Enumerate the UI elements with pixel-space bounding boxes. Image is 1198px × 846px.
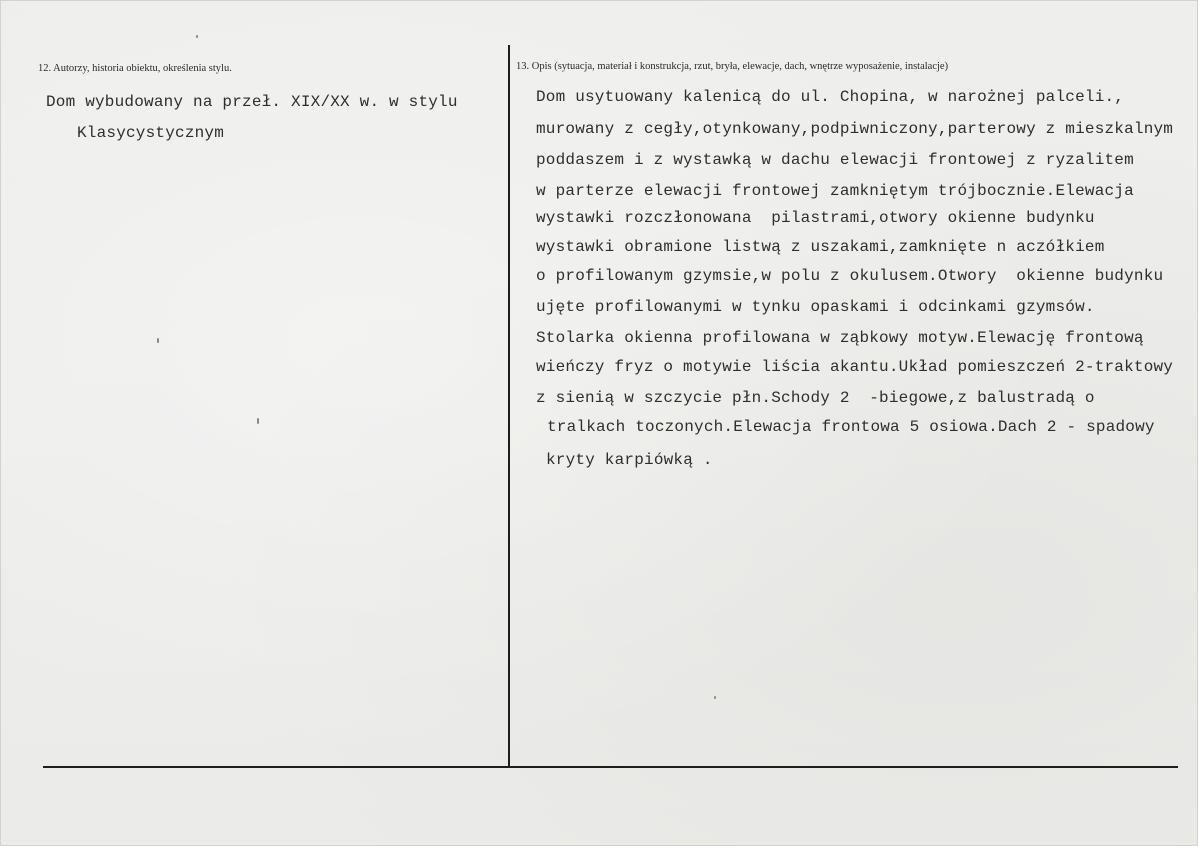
field-13-line: murowany z cegły,otynkowany,podpiwniczony,parterowy z mieszkalnym: [536, 120, 1174, 138]
field-12-header: 12. Autorzy, historia obiektu, określenia stylu.: [38, 63, 232, 74]
field-13-line: Stolarka okienna profilowana w ząbkowy motyw.Elewację frontową: [536, 329, 1144, 347]
field-13-line: o profilowanym gzymsie,w polu z okulusem.Otwory okienne budynku: [536, 267, 1164, 285]
field-13-line: wystawki obramione listwą z uszakami,zamknięte n aczółkiem: [536, 238, 1105, 256]
bottom-rule: [43, 766, 1178, 768]
paper-speck: [714, 696, 716, 699]
column-divider: [508, 45, 510, 767]
field-13-line: ujęte profilowanymi w tynku opaskami i odcinkami gzymsów.: [536, 298, 1095, 316]
field-13-line: Dom usytuowany kalenicą do ul. Chopina, w narożnej palceli.,: [536, 88, 1125, 106]
paper-speck: [157, 338, 159, 343]
field-13-line: kryty karpiówką .: [546, 451, 713, 469]
field-13-line: z sienią w szczycie płn.Schody 2 -biegowe,z balustradą o: [536, 389, 1095, 407]
field-13-line: w parterze elewacji frontowej zamkniętym trójbocznie.Elewacja: [536, 182, 1134, 200]
field-13-line: tralkach toczonych.Elewacja frontowa 5 osiowa.Dach 2 - spadowy: [547, 418, 1155, 436]
field-13-line: poddaszem i z wystawką w dachu elewacji frontowej z ryzalitem: [536, 151, 1134, 169]
field-13-line: wystawki rozczłonowana pilastrami,otwory okienne budynku: [536, 209, 1095, 227]
field-12-line: Klasycystycznym: [77, 124, 225, 142]
paper-speck: [257, 418, 259, 424]
paper-speck: [196, 35, 198, 38]
field-13-header: 13. Opis (sytuacja, materiał i konstrukcja, rzut, bryła, elewacje, dach, wnętrze wyposażenie, instalacje): [516, 61, 949, 72]
field-13-line: wieńczy fryz o motywie liścia akantu.Układ pomieszczeń 2-traktowy: [536, 358, 1174, 376]
field-12-line: Dom wybudowany na przeł. XIX/XX w. w stylu: [46, 93, 458, 111]
